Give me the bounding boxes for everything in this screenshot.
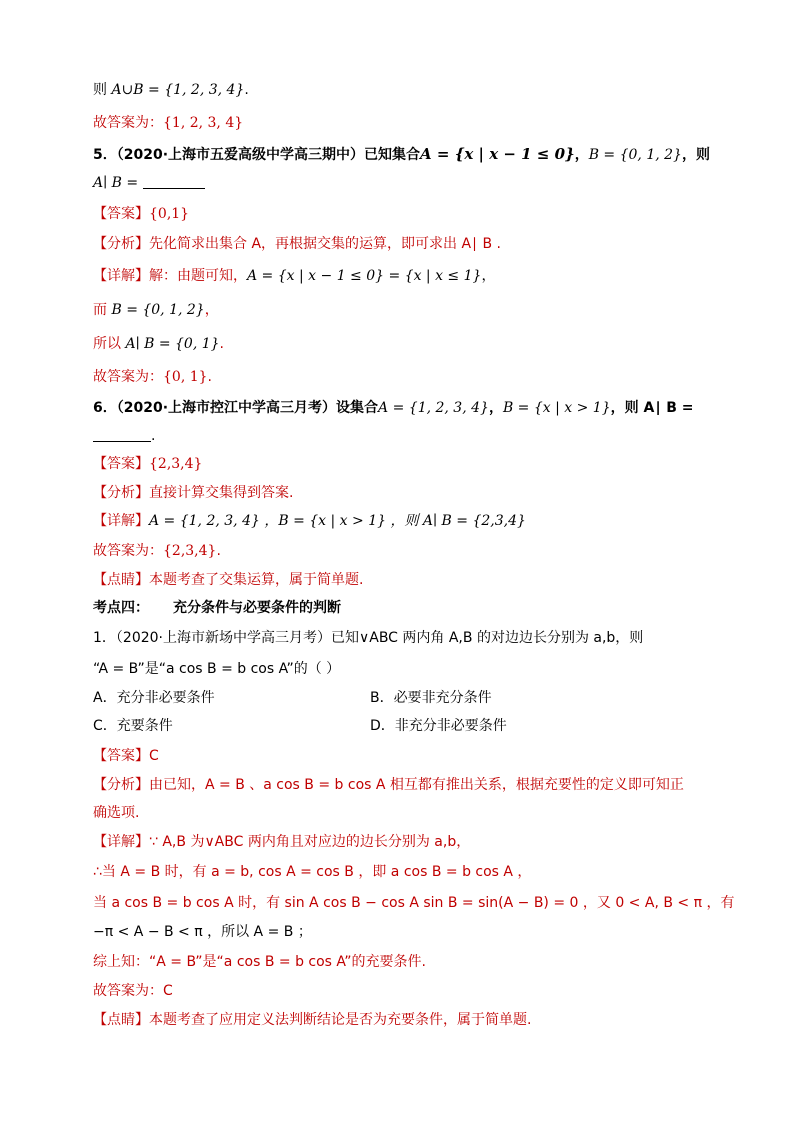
text: 故答案为： bbox=[93, 369, 163, 385]
answer-value: {2,3,4} bbox=[149, 456, 203, 472]
detail-text: 解：由题可知， bbox=[149, 268, 247, 284]
analysis-tag: 【分析】 bbox=[93, 485, 149, 501]
math-expression: A∣ B = bbox=[93, 175, 139, 191]
text: 故答案为： bbox=[93, 983, 163, 999]
question-text: （2020·上海市新场中学高三月考）已知∨ABC 两内角 A,B 的对边边长分别为 a,b，则 bbox=[115, 630, 644, 646]
answer-line-q5 bbox=[93, 367, 212, 387]
detail-q1-line5 bbox=[93, 952, 426, 972]
option-c: C．充要条件 bbox=[93, 718, 173, 734]
answer-blank bbox=[143, 174, 205, 189]
question-1-stem bbox=[93, 628, 643, 648]
question-number: 1． bbox=[93, 630, 116, 646]
question-5-stem bbox=[93, 144, 710, 165]
analysis-text: 先化简求出集合 A，再根据交集的运算，即可求出 A∣ B . bbox=[149, 236, 502, 252]
option-d: D．非充分非必要条件 bbox=[370, 718, 507, 734]
detail-text: ∴当 A = B 时，有 a = b, cos A = cos B ，即 a cos B = b cos A ， bbox=[93, 864, 532, 880]
answer-tag: 【答案】 bbox=[93, 748, 149, 764]
math-expression: B = {0, 1, 2} bbox=[111, 302, 205, 318]
analysis-q6 bbox=[93, 483, 293, 503]
analysis-tag: 【分析】 bbox=[93, 777, 149, 793]
options-row-2 bbox=[93, 716, 507, 736]
text: 所以 bbox=[93, 336, 126, 352]
analysis-text: 确选项. bbox=[93, 805, 140, 821]
math-expression: A∪B = {1, 2, 3, 4} bbox=[111, 82, 245, 98]
detail-q5 bbox=[93, 266, 495, 286]
comment-q6 bbox=[93, 570, 363, 590]
analysis-text: 由已知，A = B 、a cos B = b cos A 相互都有推出关系，根据充要性的定义即可知正 bbox=[149, 777, 684, 793]
detail-text: ∵ A,B 为∨ABC 两内角且对应边的边长分别为 a,b， bbox=[149, 834, 471, 850]
union-result-line bbox=[93, 80, 249, 100]
text: . bbox=[244, 82, 249, 98]
detail-q5-line2 bbox=[93, 300, 219, 320]
answer-value: C bbox=[149, 748, 159, 764]
answer-line-q6 bbox=[93, 541, 221, 561]
question-text: “A = B”是“a cos B = b cos A”的（ ） bbox=[93, 661, 341, 677]
detail-text: −π < A − B < π ，所以 A = B ； bbox=[93, 924, 312, 940]
question-number: 5． bbox=[93, 147, 117, 163]
detail-q1 bbox=[93, 832, 470, 852]
detail-text: 综上知：“A = B”是“a cos B = b cos A”的充要条件. bbox=[93, 954, 426, 970]
question-source: （2020·上海市控江中学高三月考）设集合 bbox=[116, 400, 379, 416]
answer-q6 bbox=[93, 454, 202, 474]
detail-q1-line2 bbox=[93, 862, 531, 882]
math-expression: B = {0, 1, 2} bbox=[588, 147, 682, 163]
math-expression: {0, 1} bbox=[163, 369, 208, 385]
text: ，则 A∣ B = bbox=[610, 400, 694, 416]
text: ， bbox=[488, 400, 503, 416]
answer-tag: 【答案】 bbox=[93, 456, 149, 472]
analysis-q1-line2 bbox=[93, 803, 139, 823]
math-expression: A∣ B = {0, 1} bbox=[125, 336, 220, 352]
text: ， bbox=[204, 302, 219, 318]
section-label: 考点四： bbox=[93, 600, 149, 616]
question-5-line2 bbox=[93, 173, 205, 193]
section-title: 充分条件与必要条件的判断 bbox=[173, 600, 341, 616]
text: ，则 bbox=[681, 147, 710, 163]
analysis-q1 bbox=[93, 775, 684, 795]
answer-q5 bbox=[93, 204, 189, 224]
comment-tag: 【点睛】 bbox=[93, 1012, 149, 1028]
text: 故答案为： bbox=[93, 115, 163, 131]
comment-q1 bbox=[93, 1010, 531, 1030]
detail-q1-line4 bbox=[93, 922, 312, 942]
options-row-1 bbox=[93, 688, 492, 708]
answer-line-q4 bbox=[93, 113, 243, 133]
question-6-stem bbox=[93, 398, 693, 418]
analysis-q5 bbox=[93, 234, 501, 254]
text: . bbox=[219, 336, 224, 352]
answer-blank bbox=[93, 427, 151, 442]
option-a: A．充分非必要条件 bbox=[93, 690, 215, 706]
detail-q1-line3 bbox=[93, 893, 734, 913]
option-b: B．必要非充分条件 bbox=[370, 690, 492, 706]
text: 则 bbox=[93, 82, 112, 98]
text: . bbox=[151, 428, 156, 444]
math-expression: A = {x | x − 1 ≤ 0} = {x | x ≤ 1} bbox=[247, 268, 482, 284]
answer-q1 bbox=[93, 746, 159, 766]
answer-line-q1 bbox=[93, 981, 173, 1001]
text: 故答案为： bbox=[93, 543, 163, 559]
section-heading bbox=[93, 598, 341, 618]
math-expression: B = {x | x > 1} bbox=[502, 400, 611, 416]
detail-tag: 【详解】 bbox=[93, 513, 149, 529]
text: . bbox=[207, 369, 212, 385]
comment-text: 本题考查了交集运算，属于简单题. bbox=[149, 572, 364, 588]
detail-q5-line3 bbox=[93, 334, 224, 354]
question-source: （2020·上海市五爱高级中学高三期中）已知集合 bbox=[116, 147, 421, 163]
detail-q6 bbox=[93, 511, 526, 531]
detail-tag: 【详解】 bbox=[93, 268, 149, 284]
text: . bbox=[216, 543, 221, 559]
detail-text: 当 a cos B = b cos A 时，有 sin A cos B − cos A sin B = sin(A − B) = 0 ，又 0 < A, B < π ，有 bbox=[93, 895, 735, 911]
comment-tag: 【点睛】 bbox=[93, 572, 149, 588]
text: ， bbox=[481, 268, 496, 284]
text: 而 bbox=[93, 302, 112, 318]
question-1-line2 bbox=[93, 659, 340, 679]
answer-value: {0,1} bbox=[149, 206, 190, 222]
analysis-text: 直接计算交集得到答案. bbox=[149, 485, 294, 501]
math-expression: {2,3,4} bbox=[163, 543, 217, 559]
detail-tag: 【详解】 bbox=[93, 834, 149, 850]
answer-value: C bbox=[163, 983, 173, 999]
math-expression: {1, 2, 3, 4} bbox=[163, 115, 244, 131]
math-expression: A = {x | x − 1 ≤ 0} bbox=[420, 145, 575, 163]
analysis-tag: 【分析】 bbox=[93, 236, 149, 252]
question-number: 6． bbox=[93, 400, 117, 416]
math-expression: A = {1, 2, 3, 4} ，B = {x | x > 1} ，则 A∣ B = {2,3,4} bbox=[149, 513, 526, 529]
question-6-line2 bbox=[93, 426, 155, 446]
math-expression: A = {1, 2, 3, 4} bbox=[378, 400, 489, 416]
answer-tag: 【答案】 bbox=[93, 206, 149, 222]
comment-text: 本题考查了应用定义法判断结论是否为充要条件，属于简单题. bbox=[149, 1012, 532, 1028]
text: ， bbox=[574, 147, 589, 163]
